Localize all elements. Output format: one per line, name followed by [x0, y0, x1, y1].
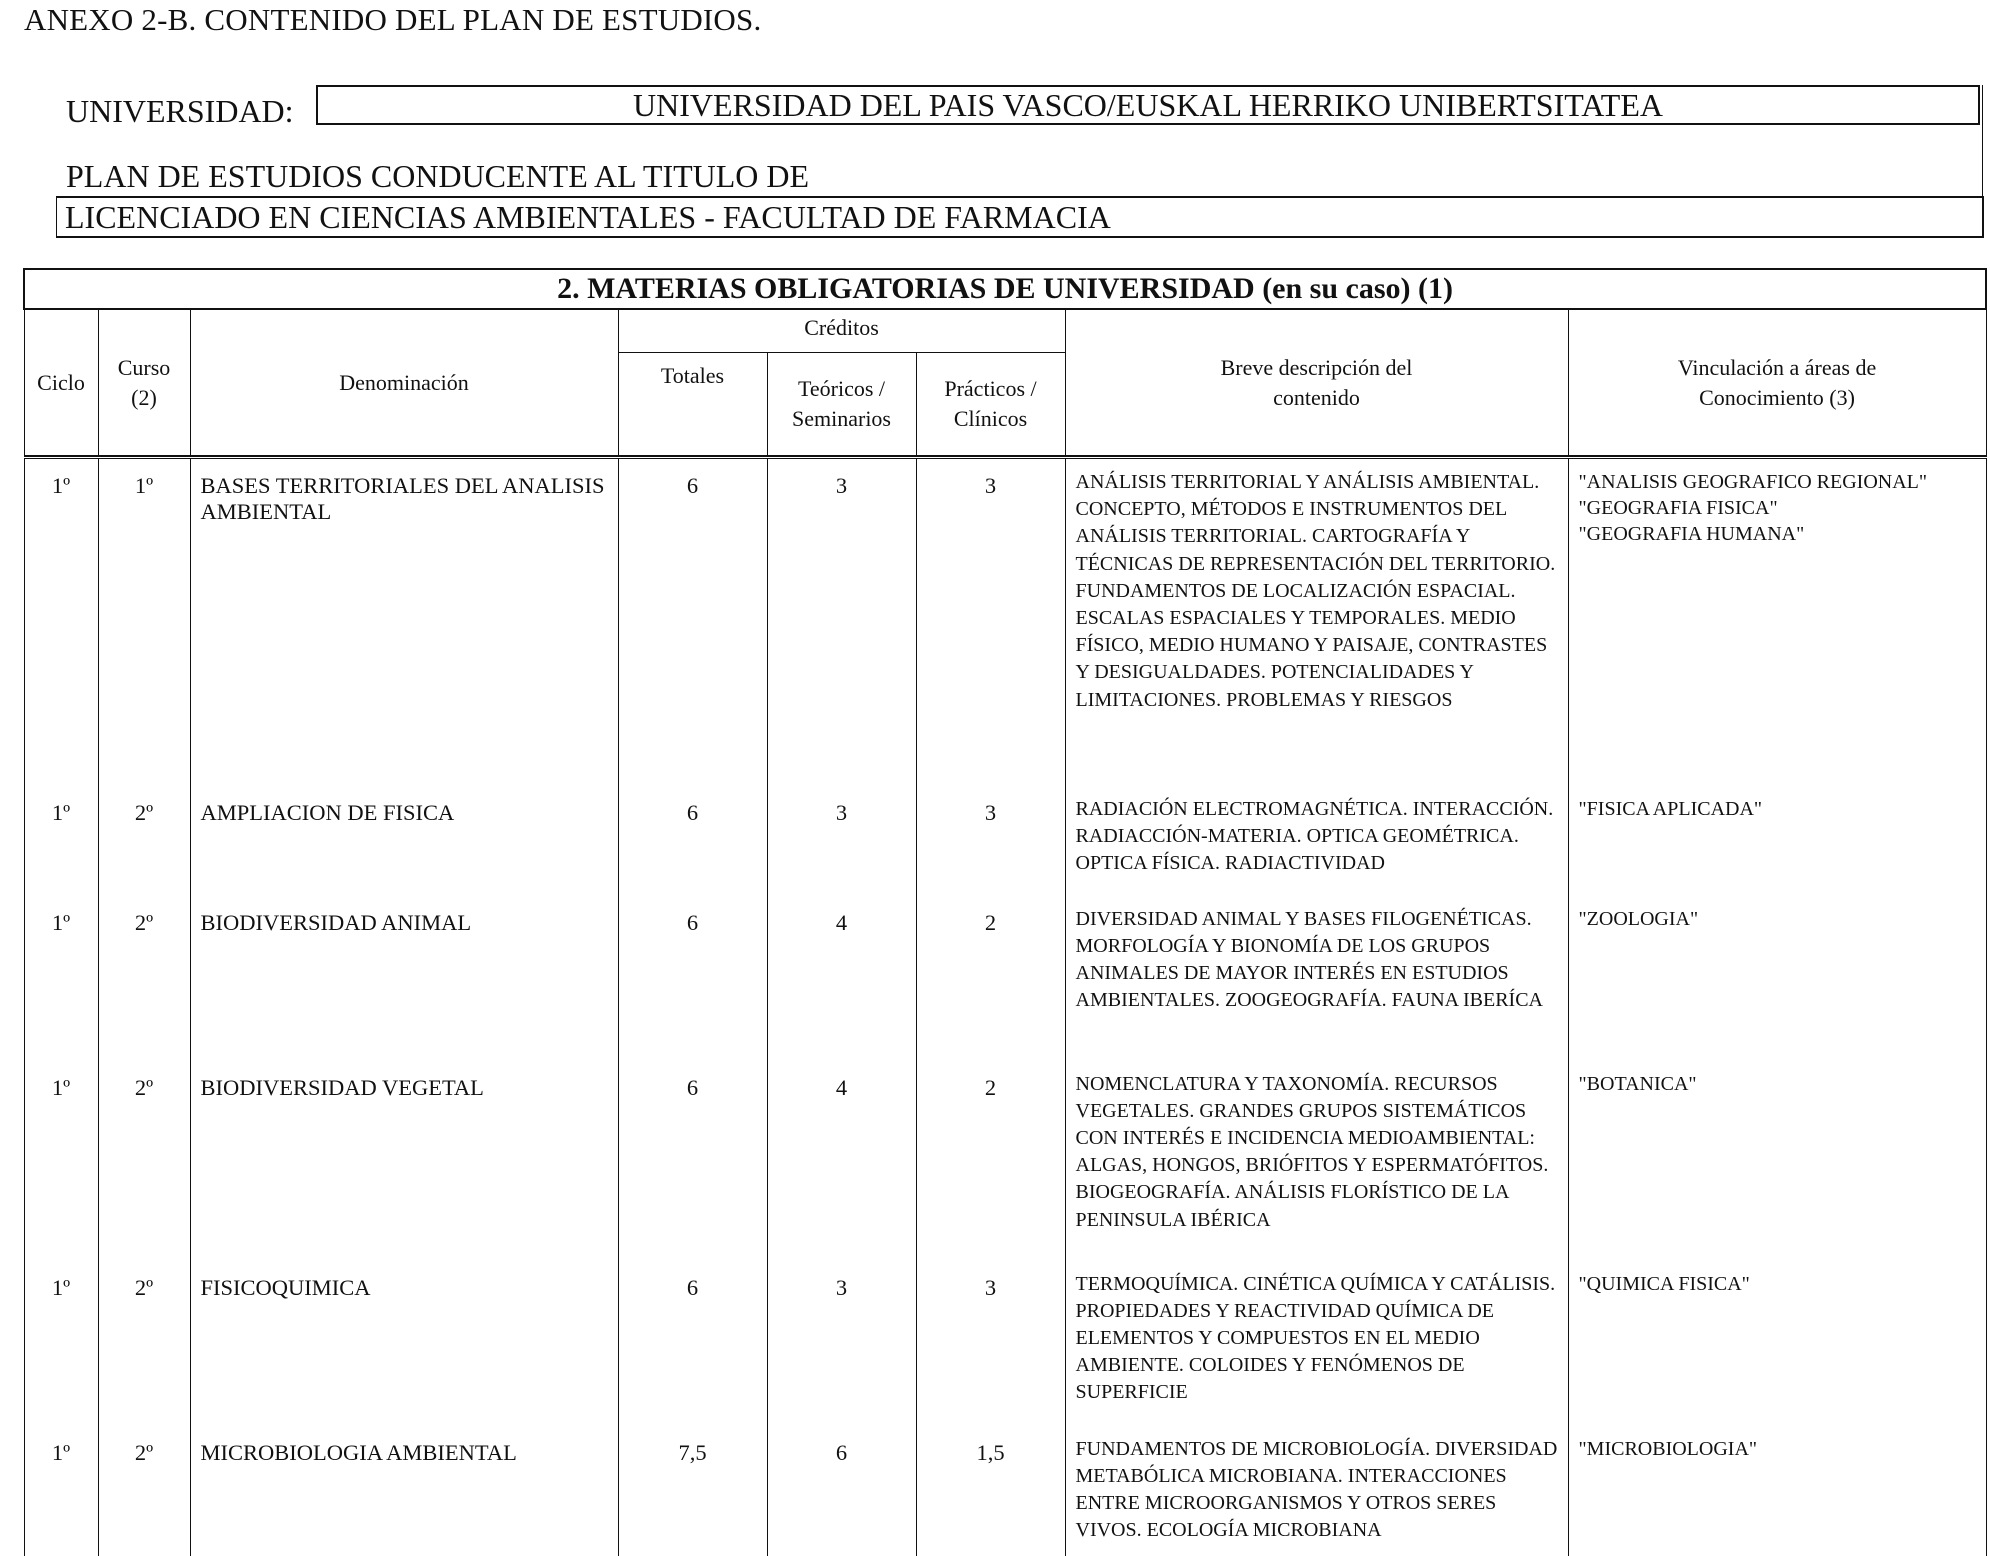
row-ciclo: 1º: [51, 1074, 71, 1100]
row-curso: 1º: [134, 473, 154, 498]
row-descripcion-cell: [1065, 1061, 1568, 1261]
row-curso-cell: [98, 896, 190, 1061]
row-teoricos-cell: [767, 1261, 916, 1426]
row-totales-cell: [618, 896, 767, 1061]
table-row: [24, 1261, 1986, 1426]
row-teoricos: 4: [835, 909, 848, 935]
university-name-box: UNIVERSIDAD DEL PAIS VASCO/EUSKAL HERRIKO UNIBERTSITATEA: [316, 85, 1980, 125]
row-ciclo-cell: [24, 896, 98, 1061]
row-ciclo-cell: [24, 1061, 98, 1261]
row-descripcion: RADIACIÓN ELECTROMAGNÉTICA. INTERACCIÓN. RADIACCIÓN-MATERIA. OPTICA GEOMÉTRICA. OPTICA FÍSICA. RADIACTIVIDAD: [1075, 797, 1554, 874]
row-curso: 2º: [134, 799, 154, 825]
row-ciclo: 1º: [51, 799, 71, 825]
row-teoricos: 4: [835, 1074, 848, 1100]
col-header-creditos: Créditos: [618, 309, 1065, 353]
row-totales-cell: [618, 458, 767, 786]
row-descripcion: NOMENCLATURA Y TAXONOMÍA. RECURSOS VEGETALES. GRANDES GRUPOS SISTEMÁTICOS CON INTERÉS E INCIDENCIA MEDIOAMBIENTAL: ALGAS, HONGOS, BRIÓFITOS Y ESPERMATÓFITOS. BIOGEOGRAFÍA. ANÁLISIS FLORÍSTICO DE LA PENINSULA IBÉRICA: [1075, 1072, 1549, 1231]
row-denominacion: BIODIVERSIDAD VEGETAL: [200, 1074, 484, 1100]
row-descripcion-cell: [1065, 896, 1568, 1061]
row-teoricos-cell: [767, 1061, 916, 1261]
row-totales: 7,5: [678, 1439, 707, 1465]
row-ciclo: 1º: [51, 473, 71, 498]
row-denominacion: FISICOQUIMICA: [200, 1274, 371, 1300]
row-teoricos: 3: [835, 473, 848, 498]
row-vinculacion: "QUIMICA FISICA": [1578, 1272, 1750, 1295]
row-denominacion-cell: [190, 458, 618, 786]
row-vinculacion: "FISICA APLICADA": [1578, 797, 1763, 820]
row-curso-cell: [98, 786, 190, 896]
row-descripcion-cell: [1065, 1261, 1568, 1426]
row-descripcion: ANÁLISIS TERRITORIAL Y ANÁLISIS AMBIENTAL. CONCEPTO, MÉTODOS E INSTRUMENTOS DEL ANÁLISIS TERRITORIAL. CARTOGRAFÍA Y TÉCNICAS DE REPRESENTACIÓN DEL TERRITORIO. FUNDAMENTOS DE LOCALIZACIÓN ESPACIAL. ESCALAS ESPACIALES Y TEMPORALES. MEDIO FÍSICO, MEDIO HUMANO Y PAISAJE, CONTRASTES Y DESIGUALDADES. POTENCIALIDADES Y LIMITACIONES. PROBLEMAS Y RIESGOS: [1075, 471, 1556, 711]
row-vinculacion: "MICROBIOLOGIA": [1578, 1437, 1758, 1460]
row-practicos-cell: [916, 1426, 1065, 1556]
row-denominacion-cell: [190, 1261, 618, 1426]
row-descripcion: DIVERSIDAD ANIMAL Y BASES FILOGENÉTICAS. MORFOLOGÍA Y BIONOMÍA DE LOS GRUPOS ANIMALES DE MAYOR INTERÉS EN ESTUDIOS AMBIENTALES. ZOOGEOGRAFÍA. FAUNA IBERÍCA: [1075, 907, 1543, 1012]
row-ciclo-cell: [24, 1426, 98, 1556]
row-practicos-cell: [916, 896, 1065, 1061]
col-header-totales: Totales: [618, 353, 767, 456]
row-totales: 6: [686, 1074, 699, 1100]
row-practicos: 1,5: [976, 1439, 1005, 1465]
table-row: [24, 786, 1986, 896]
row-vinculacion-cell: [1568, 1261, 1986, 1426]
document-title: ANEXO 2-B. CONTENIDO DEL PLAN DE ESTUDIOS.: [24, 2, 762, 37]
table-row: [24, 896, 1986, 1061]
row-ciclo: 1º: [51, 1439, 71, 1465]
row-denominacion: BASES TERRITORIALES DEL ANALISIS AMBIENTAL: [200, 473, 605, 524]
row-practicos-cell: [916, 1061, 1065, 1261]
row-practicos: 2: [984, 1074, 997, 1100]
col-header-denominacion: Denominación: [190, 309, 618, 456]
row-totales: 6: [686, 1274, 699, 1300]
row-totales-cell: [618, 1061, 767, 1261]
row-curso: 2º: [134, 909, 154, 935]
row-curso-cell: [98, 1261, 190, 1426]
row-teoricos-cell: [767, 1426, 916, 1556]
row-totales-cell: [618, 786, 767, 896]
row-curso: 2º: [134, 1439, 154, 1465]
row-vinculacion: "ANALISIS GEOGRAFICO REGIONAL" "GEOGRAFIA FISICA" "GEOGRAFIA HUMANA": [1578, 471, 1928, 545]
row-vinculacion: "BOTANICA": [1578, 1072, 1697, 1095]
row-vinculacion: "ZOOLOGIA": [1578, 907, 1699, 930]
row-totales: 6: [686, 799, 699, 825]
plan-label: PLAN DE ESTUDIOS CONDUCENTE AL TITULO DE: [66, 158, 810, 194]
table-row: [24, 1426, 1986, 1556]
row-teoricos: 3: [835, 799, 848, 825]
section-title: 2. MATERIAS OBLIGATORIAS DE UNIVERSIDAD (en su caso) (1): [24, 269, 1986, 309]
row-vinculacion-cell: [1568, 896, 1986, 1061]
row-descripcion-cell: [1065, 786, 1568, 896]
row-totales-cell: [618, 1426, 767, 1556]
row-descripcion: FUNDAMENTOS DE MICROBIOLOGÍA. DIVERSIDAD METABÓLICA MICROBIANA. INTERACCIONES ENTRE MICROORGANISMOS Y OTROS SERES VIVOS. ECOLOGÍA MICROBIANA: [1075, 1437, 1558, 1542]
row-teoricos: 6: [835, 1439, 848, 1465]
subjects-table-wrapper: [23, 268, 1985, 1555]
row-denominacion-cell: [190, 1061, 618, 1261]
row-practicos: 3: [984, 799, 997, 825]
row-teoricos-cell: [767, 896, 916, 1061]
col-header-practicos: Prácticos / Clínicos: [916, 353, 1065, 456]
row-ciclo-cell: [24, 458, 98, 786]
row-practicos-cell: [916, 458, 1065, 786]
row-teoricos-cell: [767, 786, 916, 896]
row-denominacion: MICROBIOLOGIA AMBIENTAL: [200, 1439, 517, 1465]
col-header-descripcion: Breve descripción del contenido: [1065, 309, 1568, 456]
row-vinculacion-cell: [1568, 458, 1986, 786]
row-practicos: 2: [984, 909, 997, 935]
row-curso: 2º: [134, 1074, 154, 1100]
row-denominacion-cell: [190, 786, 618, 896]
row-totales: 6: [686, 909, 699, 935]
row-descripcion-cell: [1065, 1426, 1568, 1556]
col-header-vinculacion: Vinculación a áreas de Conocimiento (3): [1568, 309, 1986, 456]
col-header-teoricos: Teóricos / Seminarios: [767, 353, 916, 456]
row-curso-cell: [98, 458, 190, 786]
row-vinculacion-cell: [1568, 1061, 1986, 1261]
row-ciclo-cell: [24, 786, 98, 896]
table-row: [24, 458, 1986, 786]
university-label: UNIVERSIDAD:: [66, 93, 294, 129]
row-practicos-cell: [916, 786, 1065, 896]
row-descripcion: TERMOQUÍMICA. CINÉTICA QUÍMICA Y CATÁLISIS. PROPIEDADES Y REACTIVIDAD QUÍMICA DE ELEMENTOS Y COMPUESTOS EN EL MEDIO AMBIENTE. COLOIDES Y FENÓMENOS DE SUPERFICIE: [1075, 1272, 1556, 1404]
degree-title-box: LICENCIADO EN CIENCIAS AMBIENTALES - FACULTAD DE FARMACIA: [56, 196, 1984, 238]
header-frame-edge: [1982, 85, 1983, 238]
row-curso-cell: [98, 1426, 190, 1556]
row-descripcion-cell: [1065, 458, 1568, 786]
row-teoricos: 3: [835, 1274, 848, 1300]
table-body: [24, 458, 1986, 1556]
row-denominacion: AMPLIACION DE FISICA: [200, 799, 455, 825]
row-ciclo: 1º: [51, 909, 71, 935]
row-denominacion-cell: [190, 1426, 618, 1556]
row-curso-cell: [98, 1061, 190, 1261]
row-vinculacion-cell: [1568, 786, 1986, 896]
row-practicos: 3: [984, 1274, 997, 1300]
row-ciclo-cell: [24, 1261, 98, 1426]
row-totales-cell: [618, 1261, 767, 1426]
row-vinculacion-cell: [1568, 1426, 1986, 1556]
row-curso: 2º: [134, 1274, 154, 1300]
subjects-table: [23, 268, 1987, 1556]
row-practicos-cell: [916, 1261, 1065, 1426]
col-header-curso: Curso (2): [98, 309, 190, 456]
row-practicos: 3: [984, 473, 997, 498]
row-denominacion-cell: [190, 896, 618, 1061]
table-row: [24, 1061, 1986, 1261]
row-denominacion: BIODIVERSIDAD ANIMAL: [200, 909, 472, 935]
col-header-ciclo: Ciclo: [24, 309, 98, 456]
row-teoricos-cell: [767, 458, 916, 786]
row-totales: 6: [686, 473, 699, 498]
row-ciclo: 1º: [51, 1274, 71, 1300]
